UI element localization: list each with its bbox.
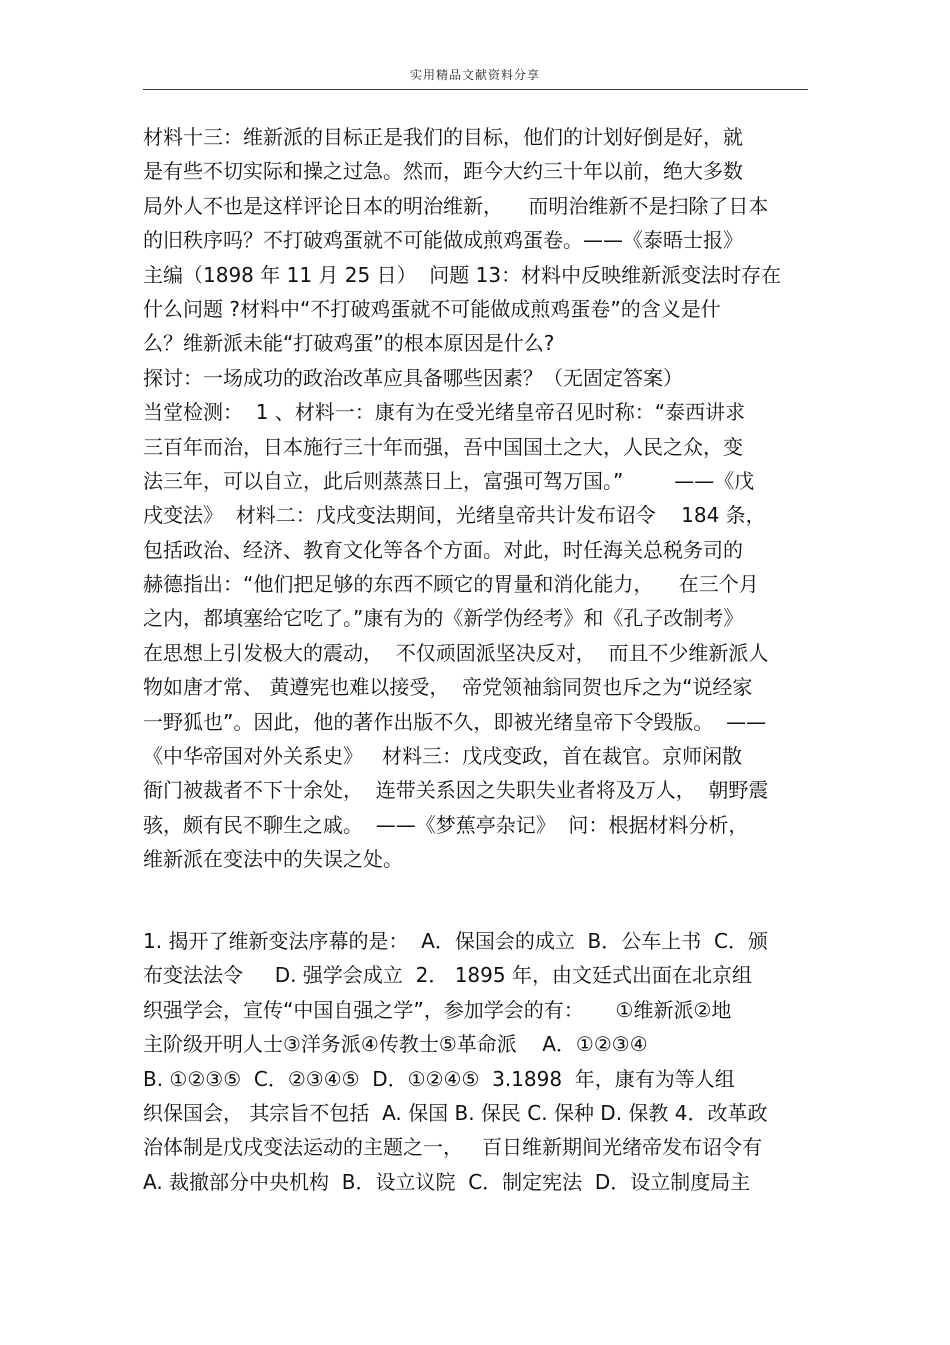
- text-line: 么？维新派未能“打破鸡蛋”的根本原因是什么?: [143, 331, 555, 356]
- text-line: 织强学会，宣传“中国自强之学”，参加学会的有： ①维新派②地: [143, 997, 732, 1022]
- page-header: 实用精品文献资料分享: [409, 68, 540, 82]
- material-section: [143, 120, 823, 877]
- text-line: 探讨：一场成功的政治改革应具备哪些因素？（无固定答案）: [143, 365, 683, 390]
- text-line: 当堂检测： 1 、材料一：康有为在受光绪皇帝召见时称：“泰西讲求: [143, 400, 746, 425]
- text-line: 的旧秩序吗？不打破鸡蛋就不可能做成煎鸡蛋卷。——《泰晤士报》: [143, 228, 743, 253]
- text-line: B. ①②③⑤ C．②③④⑤ D．①②④⑤ 3.1898 年，康有为等人组: [143, 1066, 735, 1091]
- header-divider: [143, 89, 808, 90]
- text-line: 维新派在变法中的失误之处。: [143, 847, 403, 872]
- text-line: 主阶级开明人士③洋务派④传教士⑤革命派 A．①②③④: [143, 1032, 648, 1057]
- text-line: A. 裁撤部分中央机构 B．设立议院 C．制定宪法 D．设立制度局主: [143, 1169, 751, 1194]
- text-line: 物如唐才常、 黄遵宪也难以接受， 帝党领袖翁同贺也斥之为“说经家: [143, 675, 753, 700]
- text-line: 骇，颇有民不聊生之戚。 ——《梦蕉亭杂记》 问：根据材料分析，: [143, 812, 749, 837]
- text-line: 戌变法》 材料二：戊戌变法期间，光绪皇帝共计发布诏令 184 条，: [143, 503, 766, 528]
- text-line: 1. 揭开了维新变法序幕的是： A．保国会的成立 B．公车上书 C．颁: [143, 929, 768, 953]
- text-line: 包括政治、经济、教育文化等各个方面。对此，时任海关总税务司的: [143, 537, 743, 562]
- text-line: 在思想上引发极大的震动， 不仅顽固派坚决反对， 而且不少维新派人: [143, 640, 769, 665]
- text-line: 《中华帝国对外关系史》 材料三：戊戌变政，首在裁官。京师闲散: [143, 744, 743, 769]
- text-line: 法三年，可以自立，此后则蒸蒸日上，富强可驾万国。” ——《戊: [143, 468, 755, 493]
- quiz-section: [143, 924, 823, 1199]
- text-line: 三百年而治，日本施行三十年而强，吾中国国土之大，人民之众，变: [143, 434, 743, 459]
- text-line: 衙门被裁者不下十余处， 连带关系因之失职失业者将及万人， 朝野震: [143, 778, 769, 803]
- text-line: 赫德指出：“他们把足够的东西不顾它的胃量和消化能力， 在三个月: [143, 572, 759, 597]
- text-line: 布变法法令 D. 强学会成立 2． 1895 年，由文廷式出面在北京组: [143, 963, 752, 988]
- text-line: 一野狐也”。因此，他的著作出版不久，即被光绪皇帝下令毁版。 ——: [143, 709, 767, 734]
- text-line: 治体制是戊戌变法运动的主题之一， 百日维新期间光绪帝发布诏令有: [143, 1135, 763, 1160]
- text-line: 织保国会， 其宗旨不包括 A. 保国 B. 保民 C. 保种 D. 保教 4．改革政: [143, 1100, 768, 1125]
- text-line: 材料十三：维新派的目标正是我们的目标，他们的计划好倒是好，就: [143, 125, 743, 149]
- text-line: 之内，都填塞给它吃了。”康有为的《新学伪经考》和《孔子改制考》: [143, 606, 744, 631]
- text-line: 局外人不也是这样评论日本的明治维新， 而明治维新不是扫除了日本: [143, 193, 769, 218]
- text-line: 什么问题 ?材料中“不打破鸡蛋就不可能做成煎鸡蛋卷”的含义是什: [143, 296, 721, 321]
- text-line: 是有些不切实际和操之过急。然而，距今大约三十年以前，绝大多数: [143, 159, 743, 184]
- text-line: 主编（1898 年 11 月 25 日） 问题 13：材料中反映维新派变法时存在: [143, 262, 782, 287]
